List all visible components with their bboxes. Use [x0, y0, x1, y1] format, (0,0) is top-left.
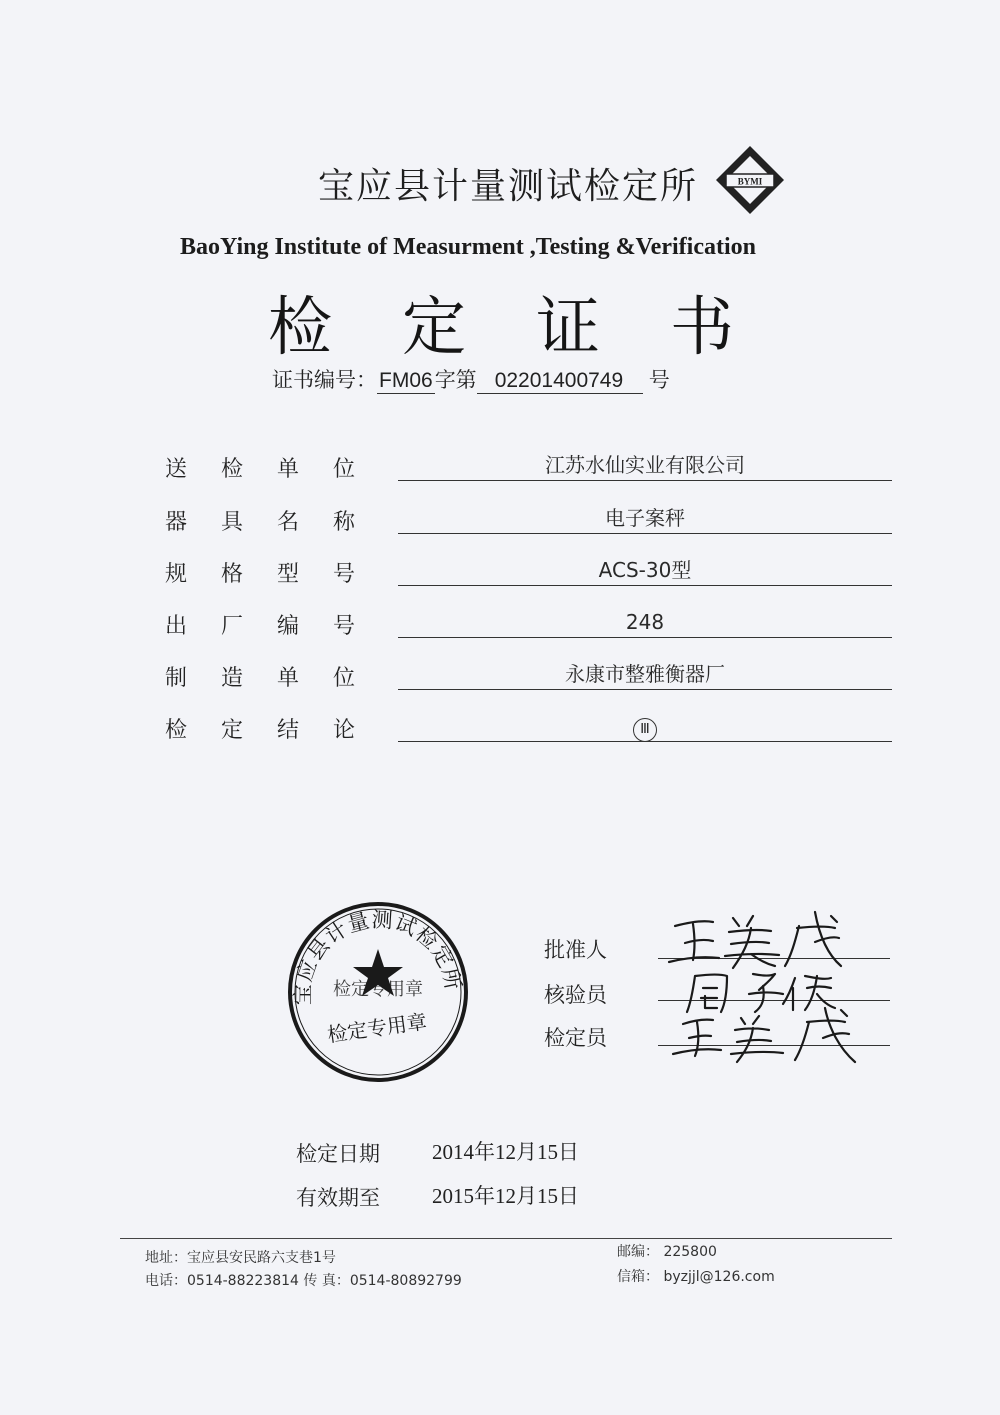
field-label-sender: 送 检 单 位: [165, 457, 355, 482]
approver-label: 批准人: [544, 938, 607, 962]
verify-date-value: 2014年12月15日: [432, 1140, 579, 1164]
cert-no-suffix: 号: [648, 368, 670, 392]
field-value-serial: 248: [398, 607, 892, 638]
footer-phone-fax: 电话：0514-88223814 传 真：0514-80892799: [145, 1273, 462, 1289]
field-label-serial: 出 厂 编 号: [165, 614, 355, 639]
seal-inner-text: 检定专用章: [325, 1009, 429, 1047]
footer-divider: [120, 1238, 892, 1239]
institute-name-cn: 宝应县计量测试检定所: [318, 166, 699, 207]
cert-no-prefix: FM06: [379, 369, 433, 392]
official-seal: [283, 897, 473, 1087]
cert-no-number: 02201400749: [477, 369, 643, 394]
cert-no-mid: 字第: [434, 368, 477, 392]
handwritten-signatures: [655, 898, 895, 1068]
valid-until-label: 有效期至: [296, 1186, 380, 1210]
field-label-conclusion: 检 定 结 论: [165, 718, 355, 743]
footer-address: 地址：宝应县安民路六支巷1号: [145, 1250, 336, 1266]
cert-no-label: 证书编号：: [272, 368, 377, 392]
field-value-sender: 江苏水仙实业有限公司: [398, 450, 892, 481]
document-title: 检定证书: [268, 291, 804, 365]
field-value-model: ACS-30型: [398, 555, 892, 586]
institute-logo: [712, 142, 788, 218]
footer-postcode: 邮编： 225800: [617, 1244, 717, 1260]
checker-label: 核验员: [544, 983, 607, 1007]
verifier-label: 检定员: [544, 1026, 607, 1050]
field-label-model: 规 格 型 号: [165, 562, 355, 587]
field-label-instrument: 器 具 名 称: [165, 510, 355, 535]
field-value-manufacturer: 永康市整雅衡器厂: [398, 659, 892, 690]
footer-email: 信箱： byzjjl@126.com: [617, 1269, 775, 1285]
valid-until-value: 2015年12月15日: [432, 1184, 579, 1208]
accuracy-class-badge: Ⅲ: [633, 718, 657, 742]
certificate-number: [272, 364, 670, 394]
logo-text: BYMI: [737, 176, 763, 187]
field-value-conclusion: [398, 711, 892, 742]
seal-center-text: 检定专用章: [333, 979, 423, 1000]
field-value-instrument: 电子案秤: [398, 503, 892, 534]
verify-date-label: 检定日期: [296, 1142, 380, 1166]
seal-ring-text: 宝应县计量测试检定所: [290, 907, 466, 1006]
field-label-manufacturer: 制 造 单 位: [165, 666, 355, 691]
institute-name-en: BaoYing Institute of Measurment ,Testing &Verification: [180, 234, 756, 260]
